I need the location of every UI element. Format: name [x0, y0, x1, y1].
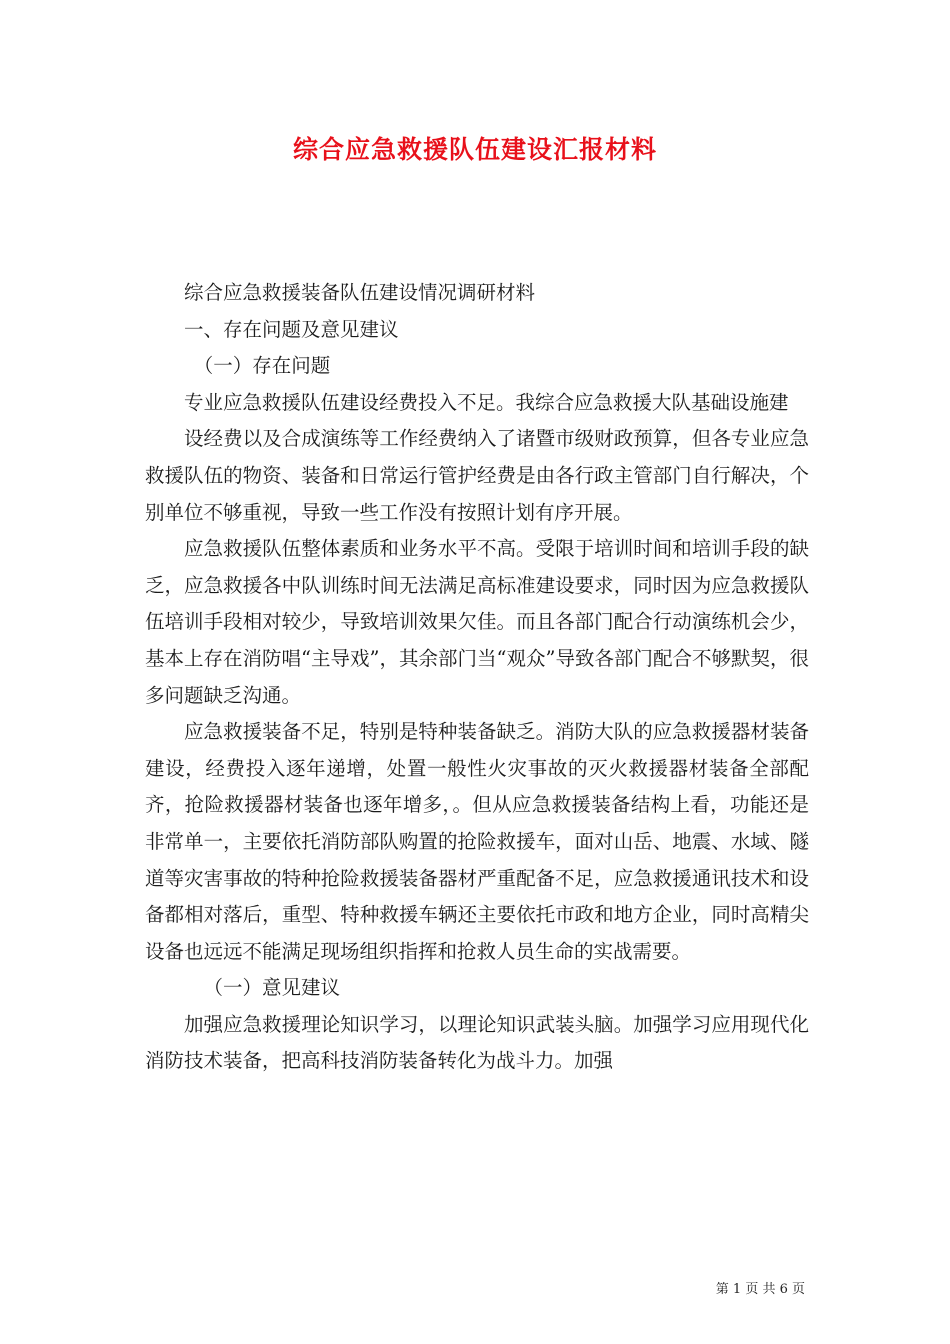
document-title: 综合应急救援队伍建设汇报材料	[292, 135, 657, 164]
subsection-heading-problems: （一）存在问题	[193, 354, 331, 378]
paragraph-quality: 应急救援队伍整体素质和业务水平不高。受限于培训时间和培训手段的缺乏，应急救援各中队训练时间无法满足高标准建设要求，同时因为应急救援队伍培训手段相对较少，导致培训效果欠佳。而且各部门配合行动演练机会少，基本上存在消防唱“主导戏”，其余部门当“观众”导致各部门配合不够默契，很多问题缺乏沟通。	[145, 537, 809, 707]
document-body	[145, 275, 809, 1080]
paragraph-equipment: 应急救援装备不足，特别是特种装备缺乏。消防大队的应急救援器材装备建设，经费投入逐年递增，处置一般性火灾事故的灭火救援器材装备全部配齐，抢险救援器材装备也逐年增多，。但从应急救援装备结构上看，功能还是非常单一，主要依托消防部队购置的抢险救援车，面对山岳、地震、水域、隧道等灾害事故的特种抢险救援装备器材严重配备不足，应急救援通讯技术和设备都相对落后，重型、特种救援车辆还主要依托市政和地方企业，同时高精尖设备也远远不能满足现场组织指挥和抢救人员生命的实战需要。	[145, 720, 809, 963]
subsection-heading-suggestions: （一）意见建议	[203, 976, 341, 1000]
paragraph-funding-continued: 设经费以及合成演练等工作经费纳入了诸暨市级财政预算，但各专业应急救援队伍的物资、装备和日常运行管护经费是由各行政主管部门自行解决，个别单位不够重视，导致一些工作没有按照计划有序开展。	[145, 427, 809, 524]
paragraph-suggestions: 加强应急救援理论知识学习，以理论知识武装头脑。加强学习应用现代化消防技术装备，把高科技消防装备转化为战斗力。加强	[145, 1012, 809, 1073]
paragraph-subject: 综合应急救援装备队伍建设情况调研材料	[184, 281, 536, 304]
paragraph-funding: 专业应急救援队伍建设经费投入不足。我综合应急救援大队基础设施建	[184, 390, 789, 414]
section-heading: 一、存在问题及意见建议	[184, 317, 399, 341]
page-footer: 第 1 页 共 6 页	[715, 1282, 805, 1297]
